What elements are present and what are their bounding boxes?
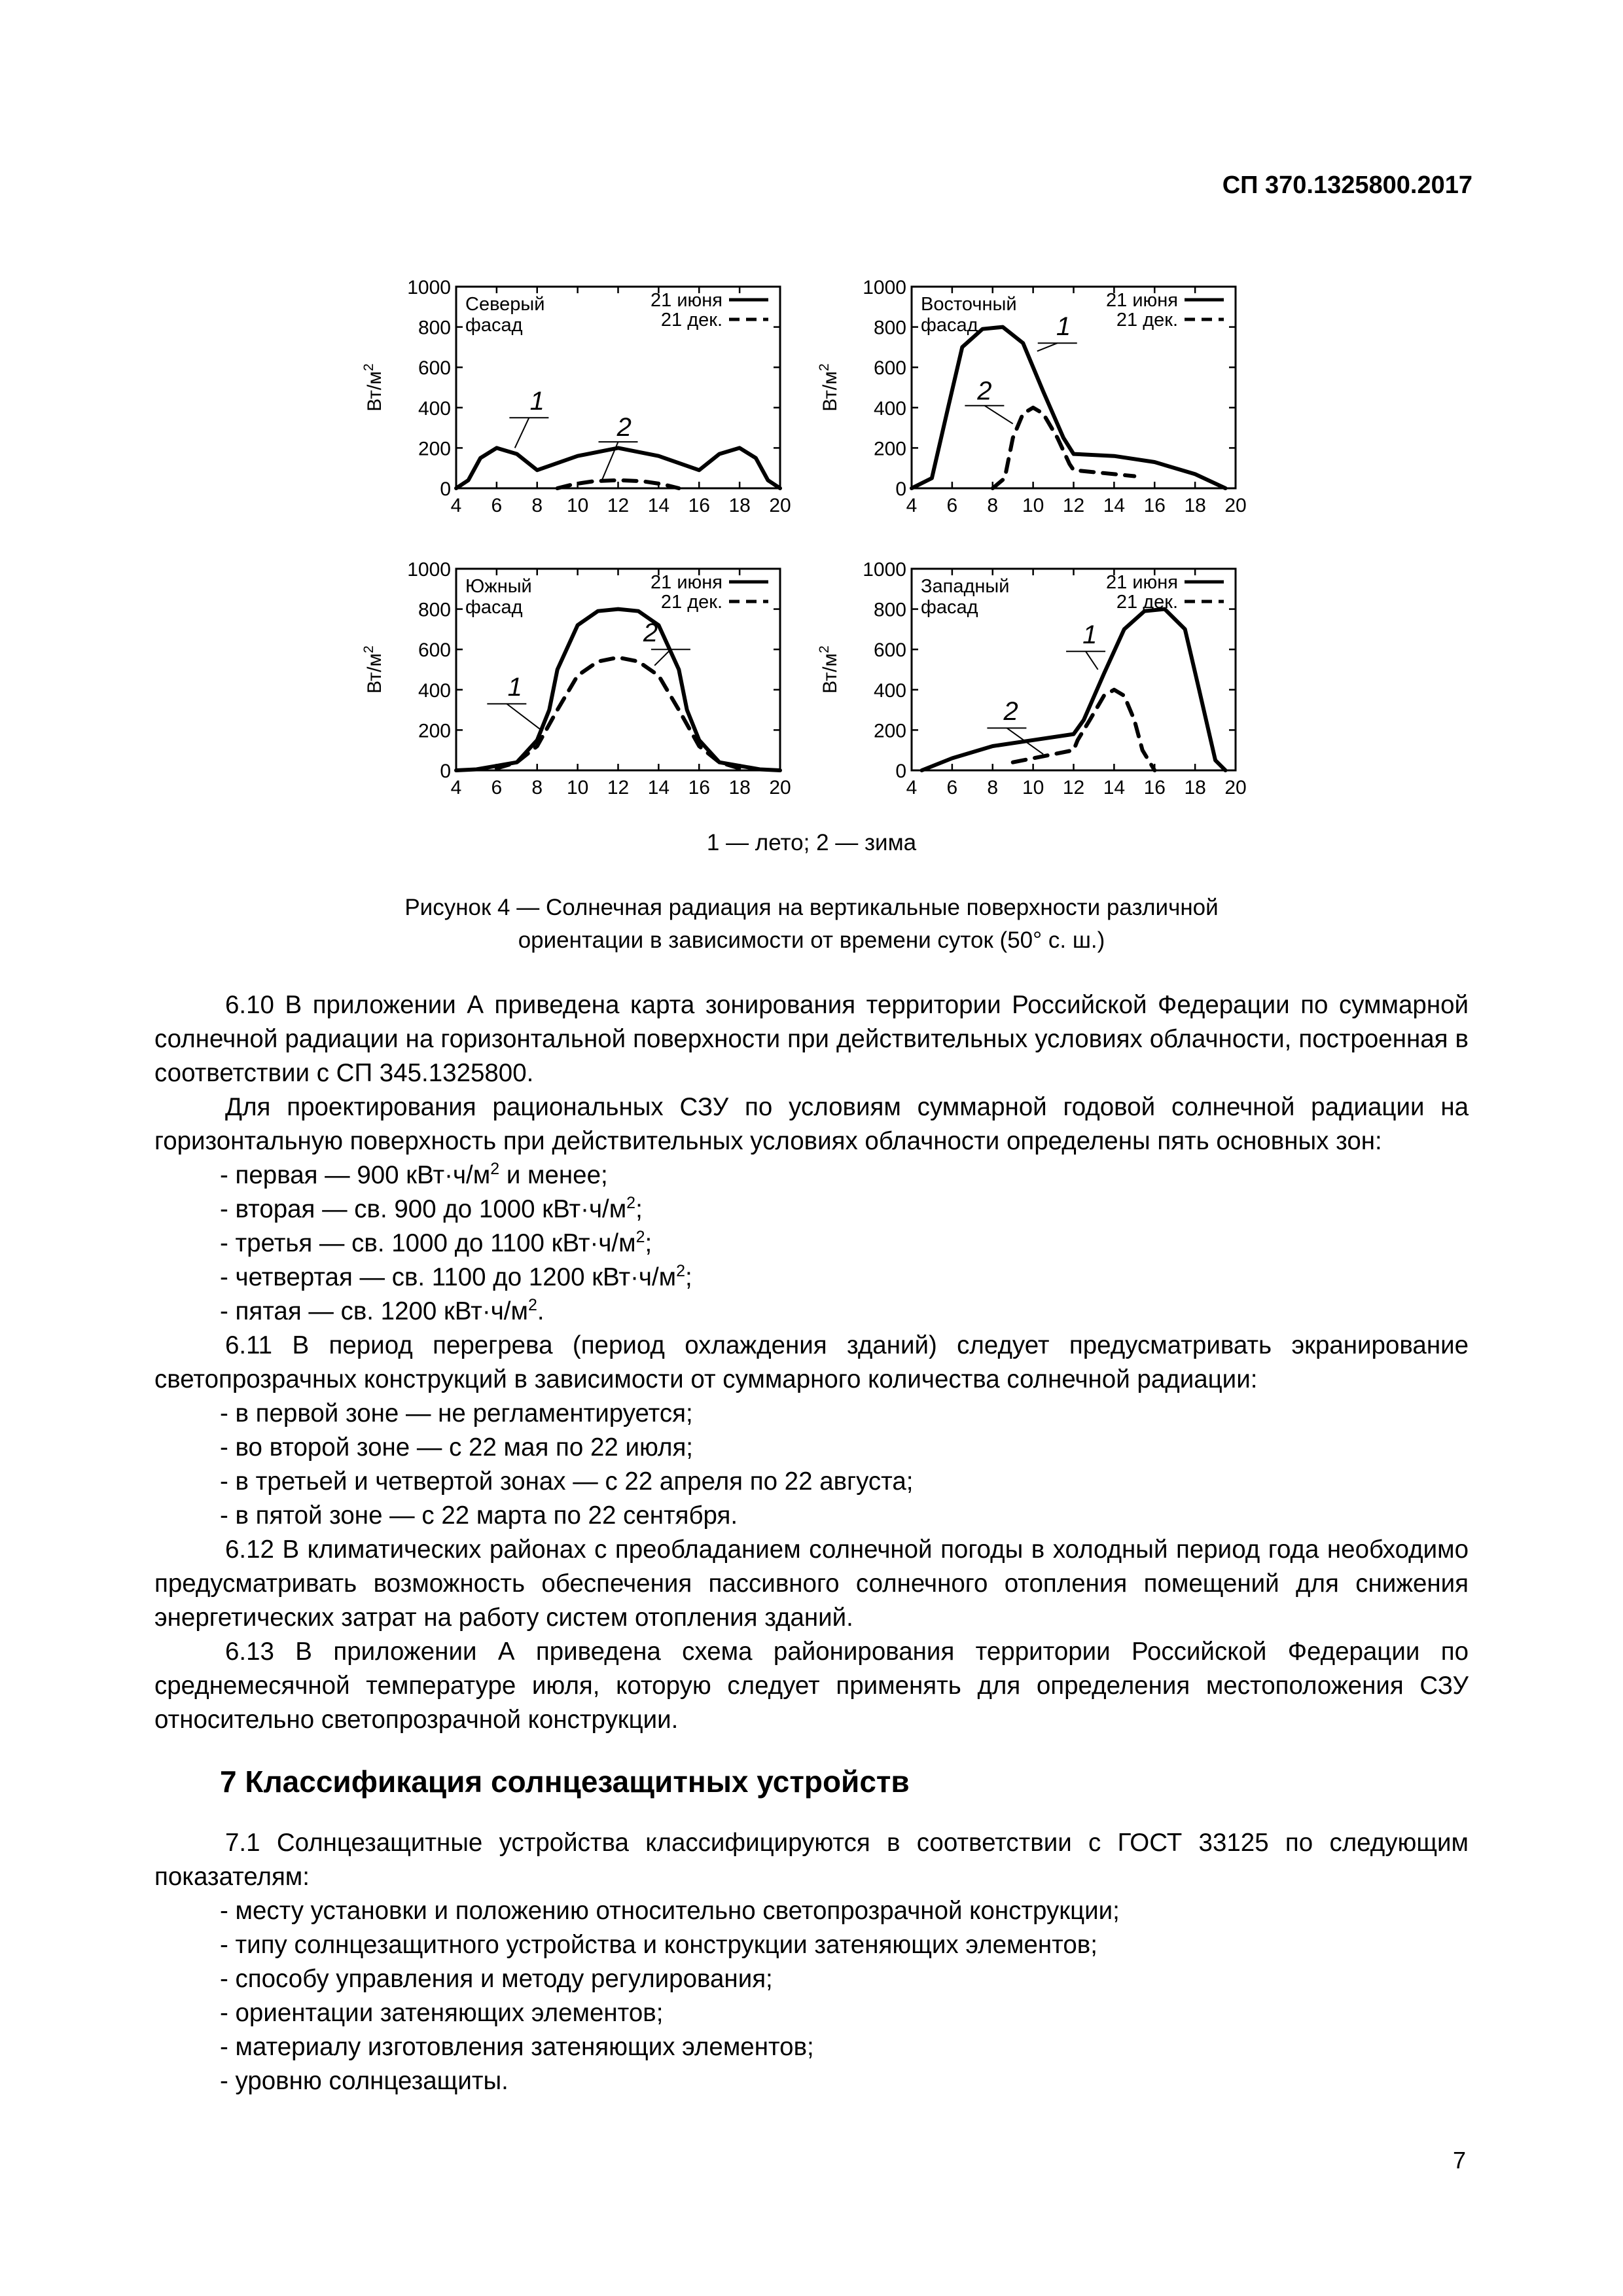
y-tick-label: 200 <box>418 438 451 460</box>
legend-entry-summer: 21 июня <box>1106 572 1178 593</box>
curve-leader-line <box>984 406 1012 424</box>
x-tick-label: 4 <box>450 495 462 516</box>
list-item-shading: - в третьей и четвертой зонах — с 22 апреля по 22 августа; <box>220 1467 914 1496</box>
curve-leader-line <box>515 418 529 448</box>
facade-label: фасад <box>921 315 978 336</box>
x-tick-label: 8 <box>987 495 999 516</box>
x-tick-label: 4 <box>906 777 918 798</box>
legend-entry-winter: 21 дек. <box>1116 310 1178 331</box>
y-tick-label: 800 <box>418 317 451 339</box>
list-item-zone: - четвертая — св. 1100 до 1200 $кВт\cdot ч/м^2$; <box>220 1262 692 1291</box>
y-tick-label: 0 <box>440 761 451 782</box>
list-item-criterion: - месту установки и положению относительно светопрозрачной конструкции; <box>220 1897 1120 1925</box>
facade-label: Северый <box>465 294 545 315</box>
chart-panel <box>817 277 1247 516</box>
series-winter-line <box>497 658 740 768</box>
facade-label: Южный <box>465 576 532 597</box>
y-tick-label: 200 <box>873 720 906 742</box>
list-item-zone: - первая — 900 $кВт\cdot ч/м^2$ и менее; <box>220 1160 608 1189</box>
page-number: 7 <box>1452 2147 1466 2174</box>
curve-leader-line <box>1086 651 1098 670</box>
x-tick-label: 16 <box>688 495 710 516</box>
x-tick-label: 12 <box>607 777 630 798</box>
x-tick-label: 16 <box>688 777 710 798</box>
x-tick-label: 6 <box>491 495 503 516</box>
list-item-criterion: - материалу изготовления затеняющих элементов; <box>220 2033 814 2061</box>
x-tick-label: 16 <box>1143 777 1166 798</box>
legend-entry-summer: 21 июня <box>651 290 722 311</box>
y-tick-label: 400 <box>418 397 451 420</box>
y-tick-label: 800 <box>873 317 906 339</box>
curve-label: 2 <box>977 376 992 406</box>
facade-label: Восточный <box>921 294 1017 315</box>
y-tick-label: 800 <box>418 599 451 621</box>
x-tick-label: 10 <box>1022 777 1044 798</box>
x-tick-label: 20 <box>1224 495 1247 516</box>
list-item-zone: - вторая — св. 900 до 1000 $кВт\cdot ч/м^2$; <box>220 1194 643 1223</box>
x-tick-label: 6 <box>491 777 503 798</box>
paragraph-7-1: 7.1 Солнцезащитные устройства классифицируются в соответствии с ГОСТ 33125 по следующим показателям: <box>154 1829 1469 1891</box>
y-tick-label: 400 <box>873 679 906 702</box>
x-tick-label: 4 <box>906 495 918 516</box>
paragraph-zones-intro: Для проектирования рациональных СЗУ по условиям суммарной годовой солнечной радиации на горизонтальную поверхность при действительных условиях облачности определены пять основных зон: <box>154 1093 1469 1155</box>
section-7-heading: 7 Классификация солнцезащитных устройств <box>220 1765 910 1799</box>
y-tick-label: 1000 <box>863 277 906 298</box>
document-body <box>154 988 1469 2098</box>
x-tick-label: 14 <box>1103 777 1126 798</box>
paragraph-6-11: 6.11 В период перегрева (период охлаждения зданий) следует предусматривать экранирование светопрозрачных конструкций в зависимости от суммарного количества солнечной радиации: <box>154 1331 1469 1393</box>
legend-entry-winter: 21 дек. <box>1116 592 1178 613</box>
y-tick-label: 400 <box>873 397 906 420</box>
curve-leader-line <box>507 704 541 730</box>
x-tick-label: 6 <box>946 495 958 516</box>
legend-entry-winter: 21 дек. <box>660 592 722 613</box>
series-winter-line <box>993 408 1135 488</box>
x-tick-label: 8 <box>531 495 543 516</box>
x-tick-label: 12 <box>1062 777 1085 798</box>
paragraph-6-10: 6.10 В приложении А приведена карта зонирования территории Российской Федерации по суммарной солнечной радиации на горизонтальной поверхности при действительных условиях облачности, построенная в соответствии с СП 345.1325800. <box>154 991 1469 1087</box>
curve-leader-line <box>654 649 671 666</box>
x-tick-label: 18 <box>1184 495 1206 516</box>
y-tick-label: 800 <box>873 599 906 621</box>
y-tick-label: 200 <box>418 720 451 742</box>
x-tick-label: 14 <box>647 495 670 516</box>
curve-label: 1 <box>529 386 544 416</box>
curve-label: 1 <box>1056 312 1071 341</box>
paragraph-6-13: 6.13 В приложении А приведена схема районирования территории Российской Федерации по среднемесячной температуре июля, которую следует применять для определения местоположения СЗУ относительно светопрозрачной конструкции. <box>154 1638 1469 1734</box>
curve-leader-line <box>1037 343 1058 351</box>
y-tick-label: 0 <box>895 478 906 500</box>
figure-legend-note: 1 — лето; 2 — зима <box>706 830 917 855</box>
facade-label: фасад <box>921 597 978 618</box>
x-tick-label: 10 <box>566 777 589 798</box>
x-tick-label: 14 <box>647 777 670 798</box>
y-tick-label: 600 <box>418 639 451 662</box>
y-tick-label: 400 <box>418 679 451 702</box>
facade-label: Западный <box>921 576 1010 597</box>
list-item-zone: - пятая — св. 1200 $кВт\cdot ч/м^2$. <box>220 1296 544 1325</box>
list-item-criterion: - ориентации затеняющих элементов; <box>220 1999 664 2027</box>
list-item-criterion: - уровню солнцезащиты. <box>220 2067 508 2095</box>
curve-label: 2 <box>1003 697 1018 726</box>
y-tick-label: 200 <box>873 438 906 460</box>
curve-label: 2 <box>616 412 632 442</box>
curve-label: 2 <box>643 618 658 647</box>
curve-label: 1 <box>1082 620 1097 649</box>
x-tick-label: 12 <box>1062 495 1085 516</box>
x-tick-label: 10 <box>1022 495 1044 516</box>
legend-entry-summer: 21 июня <box>1106 290 1178 311</box>
x-tick-label: 20 <box>769 495 791 516</box>
list-item-criterion: - типу солнцезащитного устройства и конструкции затеняющих элементов; <box>220 1931 1097 1959</box>
y-tick-label: 1000 <box>407 277 451 298</box>
list-item-shading: - в первой зоне — не регламентируется; <box>220 1399 693 1427</box>
y-tick-label: 1000 <box>407 559 451 581</box>
x-tick-label: 18 <box>1184 777 1206 798</box>
y-axis-label: $Вт/м^2$ <box>817 363 841 412</box>
y-axis-label: $Вт/м^2$ <box>817 645 841 694</box>
chart-panel <box>817 559 1247 798</box>
legend-entry-summer: 21 июня <box>651 572 722 593</box>
curve-label: 1 <box>507 673 522 702</box>
x-tick-label: 20 <box>769 777 791 798</box>
y-axis-label: $Вт/м^2$ <box>361 363 385 412</box>
series-summer-line <box>456 609 780 770</box>
x-tick-label: 10 <box>566 495 589 516</box>
document-code: СП 370.1325800.2017 <box>1222 171 1472 199</box>
x-tick-label: 16 <box>1143 495 1166 516</box>
x-tick-label: 4 <box>450 777 462 798</box>
chart-panel <box>361 559 791 798</box>
x-tick-label: 18 <box>728 495 751 516</box>
x-tick-label: 6 <box>946 777 958 798</box>
figure-caption <box>249 891 1374 957</box>
y-tick-label: 600 <box>873 639 906 662</box>
series-winter-line <box>1013 690 1155 770</box>
y-tick-label: 0 <box>895 761 906 782</box>
y-tick-label: 1000 <box>863 559 906 581</box>
y-tick-label: 0 <box>440 478 451 500</box>
y-tick-label: 600 <box>873 357 906 380</box>
facade-label: фасад <box>465 315 523 336</box>
x-tick-label: 8 <box>987 777 999 798</box>
x-tick-label: 18 <box>728 777 751 798</box>
y-tick-label: 600 <box>418 357 451 380</box>
facade-label: фасад <box>465 597 523 618</box>
x-tick-label: 14 <box>1103 495 1126 516</box>
figure-caption-line-1: Рисунок 4 — Солнечная радиация на вертикальные поверхности различной <box>404 895 1219 920</box>
list-item-zone: - третья — св. 1000 до 1100 $кВт\cdot ч/м^2$; <box>220 1228 652 1257</box>
list-item-shading: - во второй зоне — с 22 мая по 22 июля; <box>220 1433 694 1462</box>
x-tick-label: 8 <box>531 777 543 798</box>
figure-caption-line-2: ориентации в зависимости от времени суток (50° с. ш.) <box>518 927 1105 953</box>
list-item-shading: - в пятой зоне — с 22 марта по 22 сентября. <box>220 1501 738 1530</box>
x-tick-label: 12 <box>607 495 630 516</box>
legend-entry-winter: 21 дек. <box>660 310 722 331</box>
chart-panel <box>361 277 791 516</box>
x-tick-label: 20 <box>1224 777 1247 798</box>
list-item-criterion: - способу управления и методу регулирования; <box>220 1965 773 1993</box>
y-axis-label: $Вт/м^2$ <box>361 645 385 694</box>
paragraph-6-12: 6.12 В климатических районах с преобладанием солнечной погоды в холодный период года необходимо предусматривать возможность обеспечения пассивного солнечного отопления помещений для снижения энергетических затрат на работу систем отопления зданий. <box>154 1535 1469 1632</box>
